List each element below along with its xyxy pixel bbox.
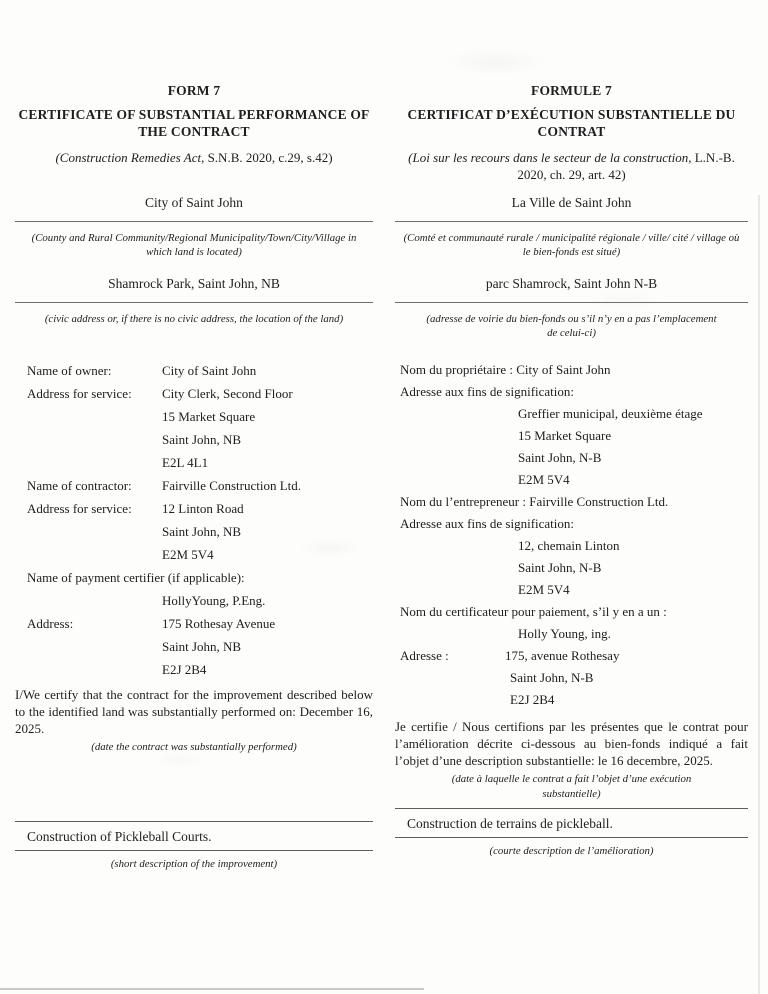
contractor-value: Fairville Construction Ltd.	[162, 478, 302, 493]
address-line: 175 Rothesay Avenue	[162, 616, 276, 631]
owner-service-row	[27, 382, 373, 474]
municipality-caption	[15, 222, 373, 276]
scan-artifact-vertical-line	[758, 195, 760, 994]
certification-statement: I/We certify that the contract for the improvement described below to the identified land was substantially performed on: December 16, 2025.	[15, 687, 373, 736]
address-line: Saint John, NB	[162, 639, 242, 654]
form-number: FORM 7	[167, 83, 221, 98]
improvement-description-caption	[395, 844, 748, 858]
civic-address-caption	[15, 303, 373, 359]
municipality-value: La Ville de Saint John	[511, 195, 632, 210]
payment-certifier-value: HollyYoung, P.Eng.	[162, 593, 266, 608]
address-line: Greffier municipal, deuxième étage	[518, 406, 703, 421]
french-column	[395, 83, 748, 994]
certifier-address-label: Adresse :	[400, 648, 449, 663]
address-line: 15 Market Square	[518, 428, 612, 443]
english-header	[15, 83, 373, 195]
english-fields	[15, 359, 373, 681]
municipality-caption-text: (County and Rural Community/Regional Municipality/Town/City/Village in which land is located)	[31, 232, 357, 259]
owner-service-address	[162, 382, 373, 474]
certification-statement: Je certifie / Nous certifions par les présentes que le contrat pour l’amélioration décrite ci-dessous au bien-fonds indiqué a fait l’objet d’une description substantielle: le 16 decembre, 2025.	[395, 719, 748, 768]
act-citation	[395, 150, 748, 184]
address-line: E2L 4L1	[162, 455, 209, 470]
english-column	[15, 83, 373, 994]
form-title: CERTIFICATE OF SUBSTANTIAL PERFORMANCE OF THE CONTRACT	[18, 107, 370, 139]
act-citation	[15, 150, 373, 167]
form-number: FORMULE 7	[531, 83, 612, 98]
address-line: E2J 2B4	[162, 662, 207, 677]
certifier-address-row	[27, 612, 373, 681]
address-line: E2M 5V4	[518, 472, 570, 487]
owner-label: Name of owner:	[27, 363, 112, 378]
municipality-caption-text: (Comté et communauté rurale / municipalité régionale / ville/ cité / village où le bien-fonds est situé)	[403, 232, 740, 259]
improvement-description-caption-text: (courte description de l’amélioration)	[489, 844, 654, 857]
address-line: 15 Market Square	[162, 409, 256, 424]
french-fields	[395, 359, 748, 711]
certifier-address-value: 175, avenue Rothesay	[505, 648, 620, 663]
address-line: E2M 5V4	[162, 547, 214, 562]
civic-address-caption-text: (civic address or, if there is no civic address, the location of the land)	[44, 313, 344, 325]
french-header	[395, 83, 748, 195]
address-line: Saint John, N-B	[518, 450, 602, 465]
improvement-description-caption-text: (short description of the improvement)	[110, 857, 278, 870]
address-line: Saint John, N-B	[518, 560, 602, 575]
owner-service-label: Adresse aux fins de signification:	[400, 384, 575, 399]
payment-certifier-label: Name of payment certifier (if applicable):	[27, 570, 245, 585]
address-line: 12, chemain Linton	[518, 538, 620, 553]
address-line: 12 Linton Road	[162, 501, 244, 516]
act-name: (Loi sur les recours dans le secteur de la construction,	[408, 149, 692, 165]
address-line: Saint John, NB	[162, 524, 242, 539]
contractor-service-address	[162, 497, 373, 566]
improvement-description-box: Construction of Pickleball Courts.	[15, 821, 373, 851]
owner-line: Nom du propriétaire : City of Saint John	[400, 362, 611, 377]
civic-address-value: parc Shamrock, Saint John N-B	[485, 276, 658, 291]
owner-service-label: Address for service:	[27, 386, 132, 401]
act-citation-rest: L.N.-B. 2020, ch. 29, art. 42)	[517, 149, 735, 182]
civic-address-caption-text: (adresse de voirie du bien-fonds ou s’il n’y en a pas l’emplacement de celui-ci)	[426, 313, 717, 340]
certification-caption-text: (date à laquelle le contrat a fait l’objet d’une exécution substantielle)	[451, 773, 692, 800]
payment-certifier-label: Nom du certificateur pour paiement, s’il y en a un :	[400, 604, 667, 619]
scan-artifact-bottom-line	[0, 988, 424, 990]
improvement-description-caption	[15, 857, 373, 871]
improvement-description-box: Construction de terrains de pickleball.	[395, 808, 748, 838]
address-line: City Clerk, Second Floor	[162, 386, 293, 401]
act-name: (Construction Remedies Act	[55, 149, 202, 165]
certification-caption	[15, 740, 373, 754]
form-title: CERTIFICAT D’EXÉCUTION SUBSTANTIELLE DU CONTRAT	[407, 107, 736, 139]
address-line: Saint John, NB	[162, 432, 242, 447]
certifier-address	[162, 612, 373, 681]
municipality-caption	[395, 222, 748, 276]
payment-certifier-value: Holly Young, ing.	[518, 626, 611, 641]
municipality-value: City of Saint John	[145, 195, 243, 210]
act-citation-rest: , S.N.B. 2020, c.29, s.42)	[201, 149, 333, 165]
contractor-service-label: Adresse aux fins de signification:	[400, 516, 575, 531]
civic-address-value: Shamrock Park, Saint John, NB	[108, 276, 280, 291]
address-line: E2J 2B4	[510, 692, 555, 707]
owner-row	[27, 359, 373, 382]
certifier-address-label: Address:	[27, 616, 74, 631]
owner-value: City of Saint John	[162, 363, 257, 378]
contractor-label: Name of contractor:	[27, 478, 132, 493]
contractor-row	[27, 474, 373, 497]
certification-caption	[395, 772, 748, 801]
contractor-line: Nom du l’entrepreneur : Fairville Construction Ltd.	[400, 494, 669, 509]
contractor-service-row	[27, 497, 373, 566]
certification-caption-text: (date the contract was substantially performed)	[91, 741, 297, 754]
contractor-service-label: Address for service:	[27, 501, 132, 516]
certifier-address-row	[400, 645, 748, 667]
address-line: E2M 5V4	[518, 582, 570, 597]
civic-address-caption	[395, 303, 748, 359]
address-line: Saint John, N-B	[510, 670, 594, 685]
